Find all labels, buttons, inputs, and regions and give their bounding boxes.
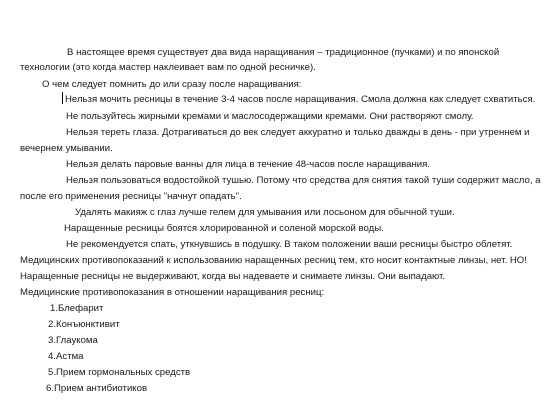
list-item: 3.Глаукома <box>48 335 98 346</box>
rule-steam-line: Нельзя делать паровые ванны для лица в течение 48-часов после наращивания. <box>66 159 430 170</box>
rule-makeup-line: Удалять макияж с глаз лучше гелем для умывания или лосьоном для обычной туши. <box>75 207 455 218</box>
lenses-line-2: Наращенные ресницы не выдерживают, когда вы надеваете и снимаете линзы. Они выпадают. <box>20 271 446 282</box>
contra-heading: Медицинские противопоказания в отношении наращивания ресниц: <box>20 287 325 298</box>
rule-mascara-line-1: Нельзя пользоваться водостойкой тушью. Потому что средства для снятия такой туши содержит масло, а <box>66 175 541 186</box>
list-item: 2.Конъюнктивит <box>48 319 120 330</box>
rule-pillow-line: Не рекомендуется спать, уткнувшись в подушку. В таком положении ваши ресницы быстро облетят. <box>66 239 513 250</box>
intro-line-1: В настоящее время существует два вида наращивания – традиционное (пучками) и по японской <box>67 47 500 58</box>
list-item: 4.Астма <box>48 351 84 362</box>
list-item: 6.Прием антибиотиков <box>46 383 148 394</box>
lenses-line-1: Медицинских противопоказаний к использованию наращенных ресниц тем, кто носит контактные линзы, нет. НО! <box>20 255 527 266</box>
list-item: 1.Блефарит <box>50 303 104 314</box>
rule-chlorine-line: Наращенные ресницы боятся хлорированной и соленой морской воды. <box>64 223 384 234</box>
rule-wet-text: Нельзя мочить ресницы в течение 3-4 часов после наращивания. Смола должна как следует схватиться. <box>65 94 536 105</box>
text-cursor <box>62 92 63 104</box>
rule-rub-line-1: Нельзя тереть глаза. Дотрагиваться до век следует аккуратно и только дважды в день - при утреннем и <box>66 127 530 138</box>
remember-heading: О чем следует помнить до или сразу после наращивания: <box>42 79 302 90</box>
rule-creams-line: Не пользуйтесь жирными кремами и маслосодержащими кремами. Они растворяют смолу. <box>66 111 474 122</box>
intro-line-2: технологии (это когда мастер наклеивает вам по одной ресничке). <box>20 62 316 73</box>
rule-mascara-line-2: после его применения ресницы "начнут опадать". <box>20 191 242 202</box>
rule-wet-line <box>62 92 535 107</box>
list-item: 5.Прием гормональных средств <box>48 367 191 378</box>
rule-rub-line-2: вечернем умывании. <box>20 143 113 154</box>
